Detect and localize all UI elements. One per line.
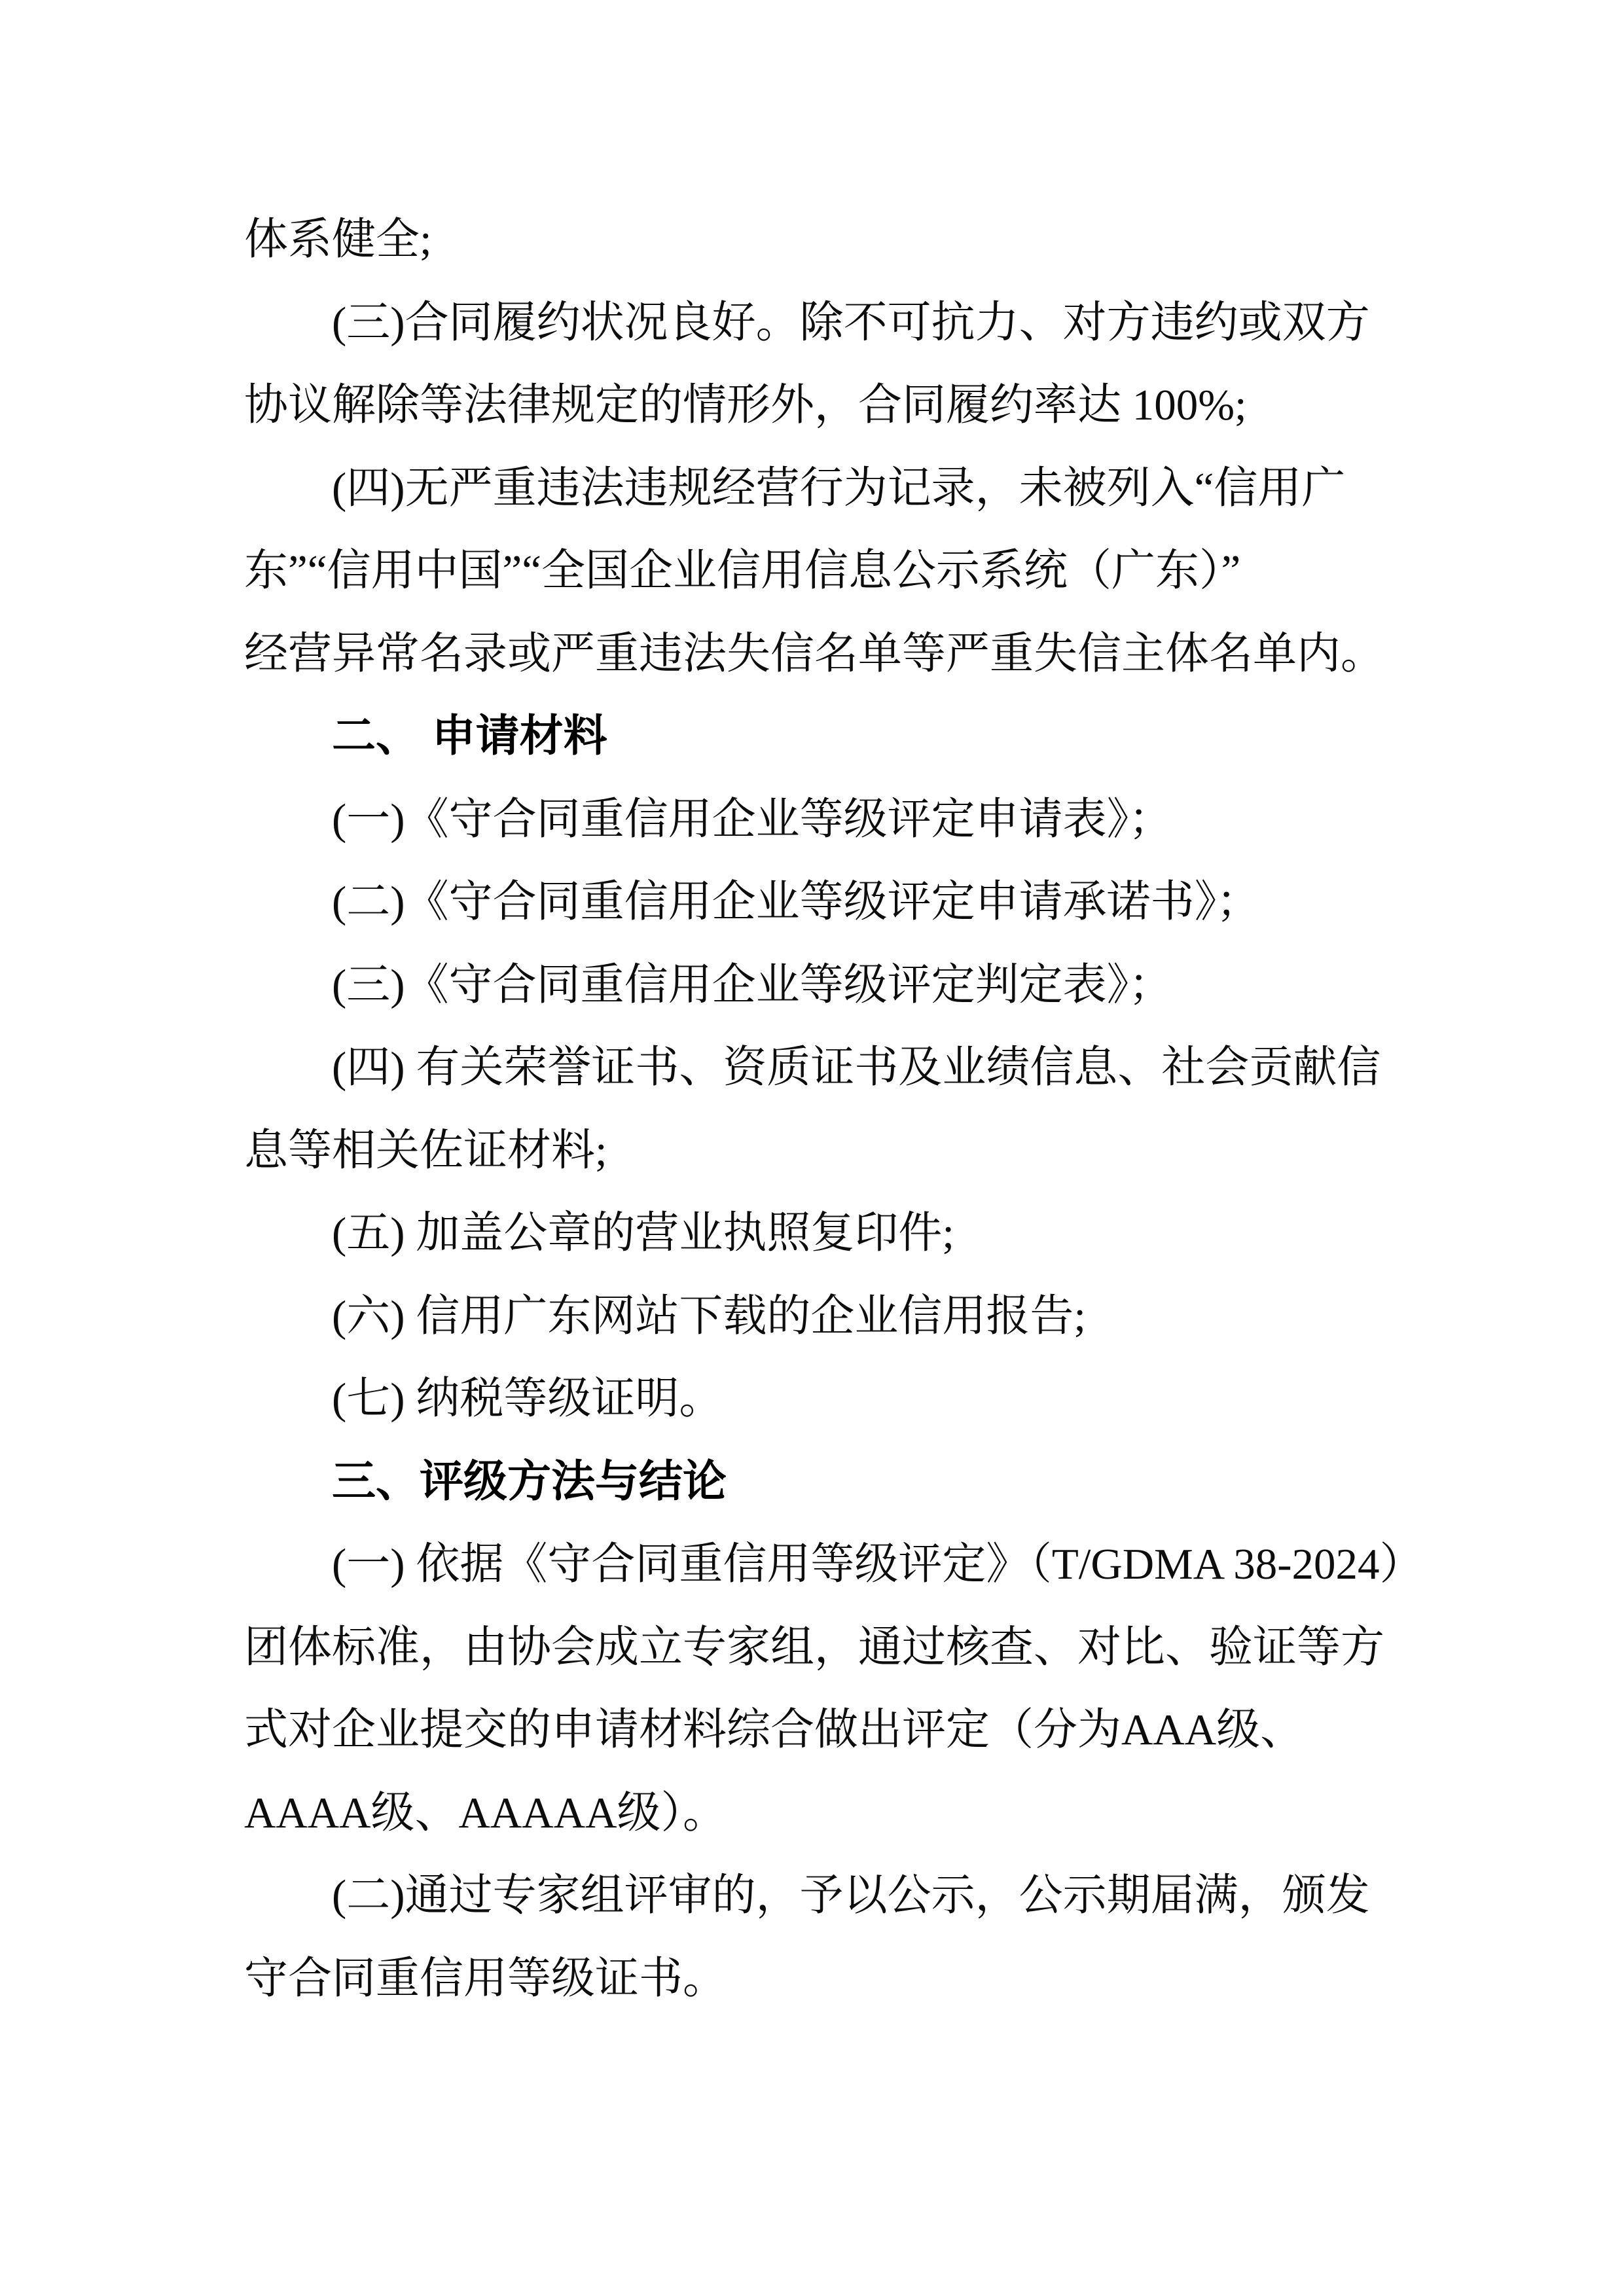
para-material-5-business-license bbox=[244, 1192, 1384, 1275]
para-method-1-standard-and-grades-line-3: 式对企业提交的申请材料综合做出评定（分为AAA级、 bbox=[244, 1706, 1305, 1754]
para-material-4-certificates-line-1: (四) 有关荣誉证书、资质证书及业绩信息、社会贡献信 bbox=[332, 1043, 1381, 1092]
heading-section-2-application-materials-line-1: 二、 申请材料 bbox=[332, 711, 607, 761]
para-material-6-credit-report bbox=[244, 1275, 1384, 1358]
heading-section-2-application-materials bbox=[244, 695, 1384, 778]
para-material-7-tax-grade bbox=[244, 1357, 1384, 1441]
para-material-3-judgment-form bbox=[244, 944, 1384, 1027]
para-condition-4-no-violations-line-1: (四)无严重违法违规经营行为记录，未被列入“信用广 bbox=[332, 463, 1346, 512]
para-material-2-commitment-letter-line-1: (二)《守合同重信用企业等级评定申请承诺书》； bbox=[332, 878, 1261, 926]
para-condition-3-contract-performance-line-1: (三)合同履约状况良好。除不可抗力、对方违约或双方 bbox=[332, 298, 1370, 347]
para-material-4-certificates bbox=[244, 1026, 1384, 1192]
para-condition-4-no-violations-line-2: 东”“信用中国”“全国企业信用信息公示系统（广东）” bbox=[244, 547, 1241, 595]
document-content bbox=[244, 198, 1424, 2020]
para-prev-page-continuation-line-1: 体系健全; bbox=[244, 215, 432, 264]
para-method-1-standard-and-grades-line-2: 团体标准，由协会成立专家组，通过核查、对比、验证等方 bbox=[244, 1623, 1384, 1672]
para-material-7-tax-grade-line-1: (七) 纳税等级证明。 bbox=[332, 1374, 723, 1423]
para-condition-3-contract-performance-line-2: 协议解除等法律规定的情形外，合同履约率达 100%; bbox=[244, 381, 1247, 429]
para-material-5-business-license-line-1: (五) 加盖公章的营业执照复印件; bbox=[332, 1209, 954, 1257]
para-material-3-judgment-form-line-1: (三)《守合同重信用企业等级评定判定表》； bbox=[332, 960, 1173, 1009]
para-condition-3-contract-performance bbox=[244, 281, 1384, 447]
heading-section-3-rating-method bbox=[244, 1441, 1384, 1524]
para-method-1-standard-and-grades-line-4: AAAA级、AAAAA级）。 bbox=[244, 1788, 727, 1837]
para-material-2-commitment-letter bbox=[244, 861, 1384, 944]
para-material-1-application-form bbox=[244, 778, 1384, 861]
para-condition-4-no-violations-line-3: 经营异常名录或严重违法失信名单等严重失信主体名单内。 bbox=[244, 629, 1384, 678]
heading-section-3-rating-method-line-1: 三、评级方法与结论 bbox=[332, 1456, 727, 1506]
para-method-1-standard-and-grades bbox=[244, 1523, 1424, 1854]
para-method-2-publicity-certificate-line-2: 守合同重信用等级证书。 bbox=[244, 1954, 727, 2003]
para-method-1-standard-and-grades-line-1: (一) 依据《守合同重信用等级评定》（T/GDMA 38-2024） bbox=[332, 1540, 1424, 1588]
para-method-2-publicity-certificate bbox=[244, 1854, 1384, 2020]
para-prev-page-continuation bbox=[244, 198, 1384, 281]
para-material-4-certificates-line-2: 息等相关佐证材料; bbox=[244, 1126, 607, 1175]
para-material-6-credit-report-line-1: (六) 信用广东网站下载的企业信用报告; bbox=[332, 1291, 1086, 1340]
para-material-1-application-form-line-1: (一)《守合同重信用企业等级评定申请表》； bbox=[332, 795, 1173, 844]
para-method-2-publicity-certificate-line-1: (二)通过专家组评审的，予以公示，公示期届满，颁发 bbox=[332, 1871, 1370, 1920]
para-condition-4-no-violations bbox=[244, 447, 1384, 696]
